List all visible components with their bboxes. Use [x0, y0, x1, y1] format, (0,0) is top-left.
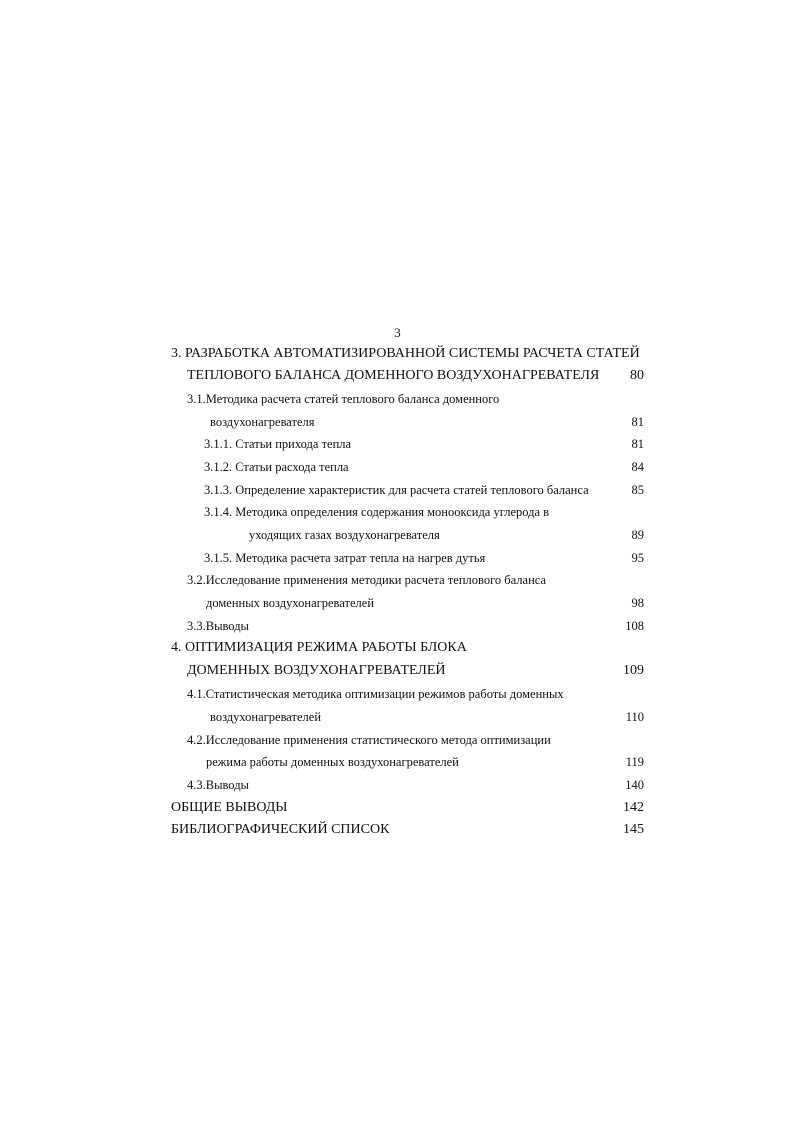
toc-line	[0, 412, 795, 432]
toc-text: 4.2.Исследование применения статистического метода оптимизации	[187, 733, 551, 747]
toc-text: 3. РАЗРАБОТКА АВТОМАТИЗИРОВАННОЙ СИСТЕМЫ РАСЧЕТА СТАТЕЙ	[171, 346, 640, 361]
toc-line	[0, 366, 795, 386]
toc-page-number: 110	[625, 710, 644, 724]
toc-line	[0, 684, 795, 704]
toc-page-number: 109	[623, 663, 644, 678]
toc-line	[0, 548, 795, 568]
toc-text: 3.3.Выводы	[187, 619, 249, 633]
toc-text: 3.1.Методика расчета статей теплового баланса доменного	[187, 392, 500, 406]
toc-line	[0, 457, 795, 477]
page-number: 3	[394, 325, 401, 340]
toc-text: ДОМЕННЫХ ВОЗДУХОНАГРЕВАТЕЛЕЙ	[187, 663, 446, 678]
toc-text: воздухонагревателей	[210, 710, 322, 724]
toc-line	[0, 661, 795, 681]
toc-text: 4. ОПТИМИЗАЦИЯ РЕЖИМА РАБОТЫ БЛОКА	[171, 640, 467, 655]
toc-page-number: 140	[625, 778, 644, 792]
toc-page-number: 119	[625, 755, 644, 769]
toc-line	[0, 389, 795, 409]
toc-page-number: 81	[631, 437, 644, 451]
toc-line	[0, 570, 795, 590]
toc-page-number: 95	[631, 551, 644, 565]
toc-text: уходящих газах воздухонагревателя	[249, 528, 440, 542]
toc-page-number: 80	[630, 368, 644, 383]
toc-text: ОБЩИЕ ВЫВОДЫ	[171, 800, 288, 815]
toc-line	[0, 434, 795, 454]
toc-line	[0, 638, 795, 658]
toc-line	[0, 616, 795, 636]
toc-text: БИБЛИОГРАФИЧЕСКИЙ СПИСОК	[171, 822, 390, 837]
toc-text: 4.1.Статистическая методика оптимизации режимов работы доменных	[187, 687, 564, 701]
toc-page-number: 89	[631, 528, 644, 542]
toc-text: 3.1.5. Методика расчета затрат тепла на нагрев дутья	[204, 551, 486, 565]
toc-text: доменных воздухонагревателей	[206, 596, 375, 610]
toc-text: 3.1.2. Статьи расхода тепла	[204, 460, 349, 474]
toc-line	[0, 707, 795, 727]
toc-page-number: 85	[631, 483, 644, 497]
toc-text: 4.3.Выводы	[187, 778, 249, 792]
toc-text: 3.1.1. Статьи прихода тепла	[204, 437, 352, 451]
toc-text: 3.2.Исследование применения методики расчета теплового баланса	[187, 573, 547, 587]
toc-page-number: 81	[631, 415, 644, 429]
toc-line	[0, 775, 795, 795]
toc-line	[0, 798, 795, 818]
toc-line	[0, 752, 795, 772]
toc-text: ТЕПЛОВОГО БАЛАНСА ДОМЕННОГО ВОЗДУХОНАГРЕВАТЕЛЯ	[187, 368, 600, 383]
toc-text: 3.1.3. Определение характеристик для расчета статей теплового баланса	[204, 483, 589, 497]
toc-line	[0, 502, 795, 522]
toc-page-number: 84	[631, 460, 644, 474]
toc-line	[0, 593, 795, 613]
toc-text: 3.1.4. Методика определения содержания монооксида углерода в	[204, 505, 550, 519]
toc-line	[0, 820, 795, 840]
toc-page-number: 145	[623, 822, 644, 837]
toc-line	[0, 730, 795, 750]
toc-page-number: 98	[631, 596, 644, 610]
toc-page-number: 142	[623, 800, 644, 815]
toc-text: воздухонагревателя	[210, 415, 315, 429]
toc-line	[0, 480, 795, 500]
toc-text: режима работы доменных воздухонагревателей	[206, 755, 459, 769]
toc-line	[0, 525, 795, 545]
toc-line	[0, 344, 795, 364]
toc-page-number: 108	[625, 619, 644, 633]
